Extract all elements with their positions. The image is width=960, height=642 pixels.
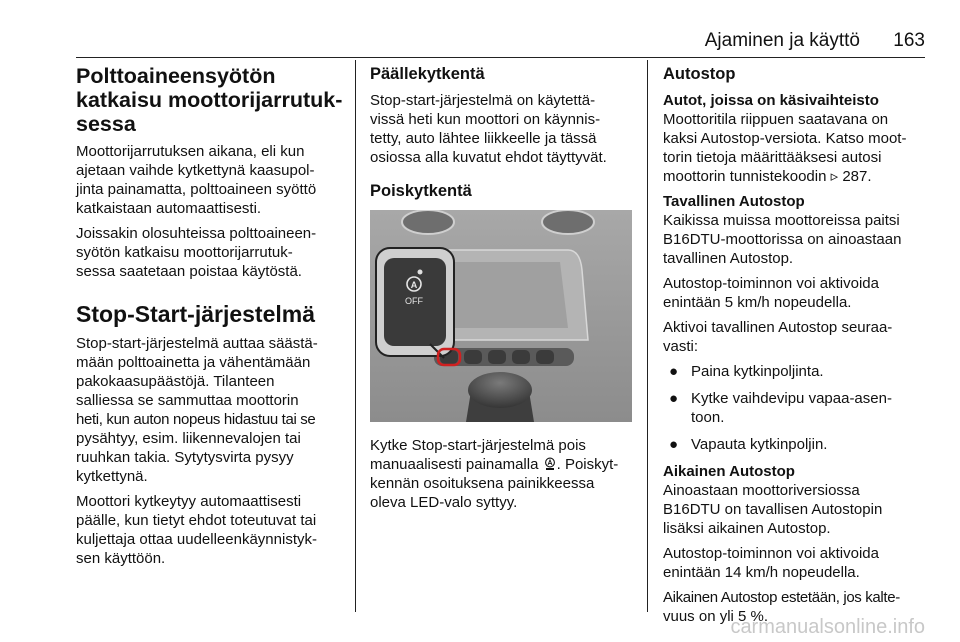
paragraph-stop-start-intro: Stop-start-järjestelmä auttaa säästä- mään polttoainetta ja vähentämään pakokaasupäästöjä. Tilanteen salliessa se sammuttaa moottorin heti, kun auton nopeus hidastuu tai se pysähtyy, esim. liikennevalojen tai ruuhkan takia. Sytytysvirta pysyy kytkettynä. bbox=[76, 335, 318, 485]
gear-lever bbox=[468, 372, 532, 408]
bullet-icon: ● bbox=[669, 436, 679, 453]
off-label: OFF bbox=[405, 296, 423, 306]
steps-list bbox=[663, 362, 925, 454]
running-header-title: Ajaminen ja käyttö bbox=[704, 30, 860, 51]
list-item: ● Vapauta kytkinpoljin. bbox=[669, 436, 828, 453]
paragraph-fuel-cutoff-disabled: Joissakin olosuhteissa polttoaineen- syötön katkaisu moottorijarrutuk- sessa saatetaan poistaa käytöstä. bbox=[76, 225, 317, 280]
watermark: carmanualsonline.info bbox=[730, 616, 925, 638]
list-item: ● Paina kytkinpoljinta. bbox=[669, 363, 824, 380]
climate-knob-left bbox=[402, 210, 454, 234]
paragraph-autostop-versions: Moottoritila riippuen saatavana on kaksi Autostop-versiota. Katso moot- torin tietoja määrittääksesi autosi moottorin tunnistekoodin ▹ 287. bbox=[663, 111, 907, 185]
column-divider-left bbox=[355, 60, 356, 612]
heading-autostop: Autostop bbox=[663, 65, 736, 83]
heading-activation: Päällekytkentä bbox=[370, 65, 485, 83]
svg-text:A: A bbox=[410, 280, 418, 290]
climate-knob-right bbox=[542, 210, 594, 234]
heading-deactivation: Poiskytkentä bbox=[370, 182, 472, 200]
paragraph-engine-restart: Moottori kytkeytyy automaattisesti päälle, kun tietyt ehdot toteutuvat tai kuljettaja ottaa uudelleenkäynnistyk- sen käyttöön. bbox=[76, 493, 317, 567]
paragraph-early-incline: Aikainen Autostop estetään, jos kalte- vuus on yli 5 %. bbox=[663, 589, 900, 625]
heading-early-autostop: Aikainen Autostop bbox=[663, 463, 795, 480]
page-number: 163 bbox=[893, 30, 925, 51]
heading-manual-transmission: Autot, joissa on käsivaihteisto bbox=[663, 92, 879, 109]
page-reference-arrow: ▹ bbox=[830, 168, 839, 185]
paragraph-deactivation: Kytke Stop-start-järjestelmä pois manuaalisesti painamalla . Poiskyt- kennän osoituksena painikkeessa oleva LED-valo syttyy. bbox=[370, 437, 619, 511]
column-1 bbox=[76, 64, 344, 574]
center-console-photo bbox=[370, 210, 632, 422]
paragraph-early-engine: Ainoastaan moottoriversiossa B16DTU on tavallisen Autostopin lisäksi aikainen Autostop. bbox=[663, 482, 883, 537]
list-item: ● Kytke vaihdevipu vapaa-asen- toon. bbox=[669, 390, 892, 426]
heading-fuel-cutoff: Polttoaineensyötön katkaisu moottorijarrutuk- sessa bbox=[76, 64, 343, 136]
heading-stop-start: Stop-Start-järjestelmä bbox=[76, 301, 316, 327]
column-divider-right bbox=[647, 60, 648, 612]
heading-standard-autostop: Tavallinen Autostop bbox=[663, 193, 805, 210]
paragraph-standard-speed: Autostop-toiminnon voi aktivoida enintään 5 km/h nopeudella. bbox=[663, 275, 879, 311]
paragraph-early-speed: Autostop-toiminnon voi aktivoida enintään 14 km/h nopeudella. bbox=[663, 545, 879, 581]
header-rule bbox=[76, 57, 925, 58]
console-illustration bbox=[370, 210, 632, 422]
page-reference-link[interactable]: 287. bbox=[842, 168, 872, 185]
paragraph-standard-engines: Kaikissa muissa moottoreissa paitsi B16DTU-moottorissa on ainoastaan tavallinen Autostop. bbox=[663, 212, 902, 267]
bullet-icon: ● bbox=[669, 363, 679, 380]
column-2 bbox=[370, 64, 632, 518]
column-3 bbox=[663, 64, 925, 632]
paragraph-fuel-cutoff: Moottorijarrutuksen aikana, eli kun ajetaan vaihde kytkettynä kaasupol- jinta painamatta, polttoaineen syöttö katkaistaan automaattisesti. bbox=[76, 143, 317, 217]
auto-stop-off-icon bbox=[544, 457, 556, 471]
paragraph-activation: Stop-start-järjestelmä on käytettä- vissä heti kun moottori on käynnis- tetty, auto lähtee liikkeelle ja tässä osiossa alla kuvatut ehdot täyttyvät. bbox=[370, 92, 607, 166]
bullet-icon: ● bbox=[669, 390, 679, 407]
paragraph-standard-steps-intro: Aktivoi tavallinen Autostop seuraa- vasti: bbox=[663, 319, 893, 355]
